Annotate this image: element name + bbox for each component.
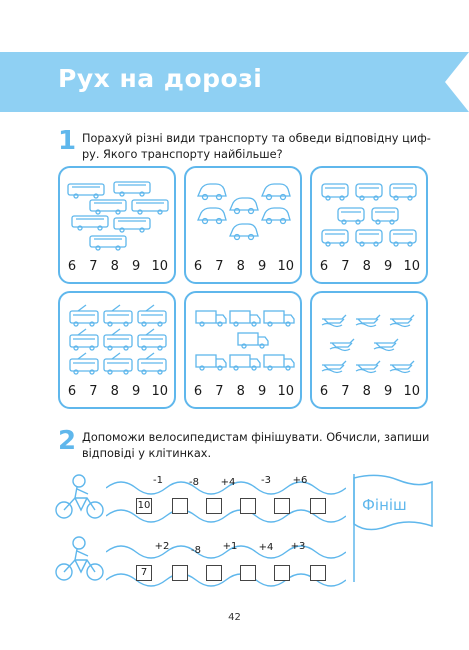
number-option[interactable]: 9 — [257, 384, 267, 399]
number-option[interactable]: 10 — [403, 259, 420, 274]
number-option[interactable]: 10 — [277, 384, 294, 399]
number-option[interactable]: 10 — [403, 384, 420, 399]
number-option[interactable]: 8 — [362, 259, 371, 274]
card-boats-numbers — [318, 384, 420, 399]
answer-cell-start: 7 — [136, 565, 152, 581]
operation-label: +3 — [290, 541, 306, 552]
task-1-text — [82, 131, 442, 163]
number-option[interactable]: 9 — [131, 259, 141, 274]
task-2-text-line1: Допоможи велосипедистам фінішувати. Обчисли, запиши — [82, 431, 430, 444]
operation-label: +2 — [154, 541, 170, 552]
card-trucks — [184, 291, 302, 409]
card-minibuses — [310, 166, 428, 284]
card-trolleybuses-numbers — [66, 384, 168, 399]
number-option[interactable]: 7 — [215, 384, 224, 399]
trolleybus-icon — [66, 299, 170, 379]
answer-cell[interactable] — [240, 498, 256, 514]
number-option[interactable]: 10 — [151, 259, 168, 274]
number-option[interactable]: 6 — [193, 384, 203, 399]
card-buses — [58, 166, 176, 284]
answer-cell[interactable] — [274, 565, 290, 581]
cyclist-icon — [55, 474, 105, 520]
number-option[interactable]: 7 — [341, 259, 350, 274]
task-1-text-line1: Порахуй різні види транспорту та обведи відповідну циф- — [82, 132, 431, 145]
number-option[interactable]: 9 — [383, 384, 393, 399]
number-option[interactable]: 6 — [319, 384, 329, 399]
number-option[interactable]: 6 — [67, 384, 77, 399]
answer-cell[interactable] — [310, 498, 326, 514]
answer-cell-start: 10 — [136, 498, 152, 514]
answer-cell[interactable] — [206, 565, 222, 581]
page-number: 42 — [228, 612, 241, 623]
card-trucks-numbers — [192, 384, 294, 399]
task-1-text-line2: ру. Якого транспорту найбільше? — [82, 148, 283, 161]
cyclist-icon — [55, 536, 105, 582]
operation-label: -3 — [261, 475, 271, 486]
operation-label: +6 — [292, 475, 308, 486]
number-option[interactable]: 8 — [362, 384, 371, 399]
number-option[interactable]: 10 — [277, 259, 294, 274]
boat-icon — [318, 299, 422, 379]
number-option[interactable]: 7 — [215, 259, 224, 274]
card-cars — [184, 166, 302, 284]
task-2-text-line2: відповіді у клітинках. — [82, 447, 212, 460]
card-trolleybuses — [58, 291, 176, 409]
number-option[interactable]: 8 — [236, 259, 245, 274]
answer-cell[interactable] — [310, 565, 326, 581]
card-minibuses-numbers — [318, 259, 420, 274]
operation-label: +4 — [220, 477, 236, 488]
finish-flag-icon — [348, 470, 436, 586]
number-option[interactable]: 8 — [110, 384, 119, 399]
car-icon — [192, 174, 296, 254]
task-2-number: 2 — [58, 426, 77, 456]
number-option[interactable]: 9 — [383, 259, 393, 274]
answer-cell[interactable] — [240, 565, 256, 581]
number-option[interactable]: 9 — [131, 384, 141, 399]
card-boats — [310, 291, 428, 409]
number-option[interactable]: 10 — [151, 384, 168, 399]
number-option[interactable]: 8 — [236, 384, 245, 399]
operation-label: -8 — [189, 477, 199, 488]
number-option[interactable]: 7 — [89, 384, 98, 399]
operation-label: +4 — [258, 542, 274, 553]
page-title: Рух на дорозі — [58, 64, 263, 93]
number-option[interactable]: 8 — [110, 259, 119, 274]
operation-label: +1 — [222, 541, 238, 552]
answer-cell[interactable] — [172, 498, 188, 514]
operation-label: -1 — [153, 475, 163, 486]
card-buses-numbers — [66, 259, 168, 274]
number-option[interactable]: 6 — [319, 259, 329, 274]
number-option[interactable]: 7 — [89, 259, 98, 274]
card-cars-numbers — [192, 259, 294, 274]
task-2-text — [82, 430, 442, 462]
number-option[interactable]: 6 — [67, 259, 77, 274]
answer-cell[interactable] — [172, 565, 188, 581]
answer-cell[interactable] — [206, 498, 222, 514]
answer-cell[interactable] — [274, 498, 290, 514]
number-option[interactable]: 9 — [257, 259, 267, 274]
number-option[interactable]: 7 — [341, 384, 350, 399]
finish-flag-text: Фініш — [362, 496, 407, 514]
operation-label: -8 — [191, 545, 201, 556]
minibus-icon — [318, 174, 422, 254]
task-1-number: 1 — [58, 126, 77, 156]
truck-icon — [192, 299, 296, 379]
number-option[interactable]: 6 — [193, 259, 203, 274]
bus-icon — [66, 174, 170, 254]
